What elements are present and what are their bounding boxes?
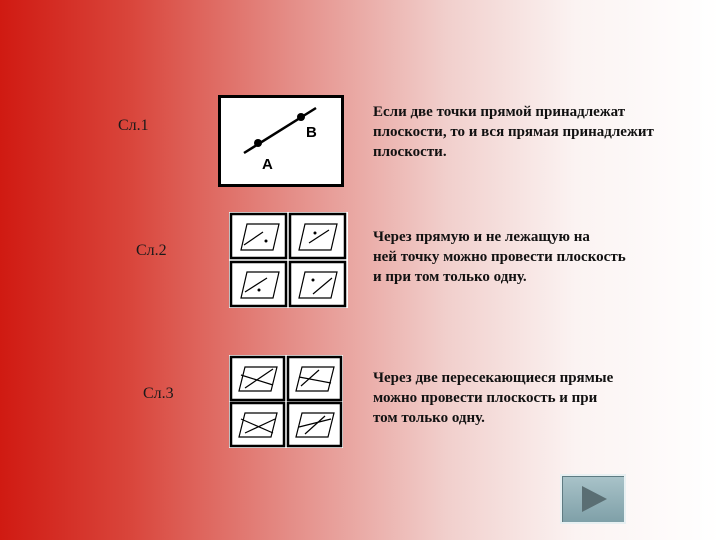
slide-label-1: Сл.1 — [118, 117, 149, 134]
point-a-label: A — [262, 156, 273, 173]
figure-line-through-points — [218, 95, 344, 192]
slide-label-3: Сл.3 — [143, 385, 174, 402]
axiom-text-1: Если две точки прямой принадлежат плоскости, то и вся прямая принадлежит плоскости. — [373, 104, 654, 160]
figure-line-and-point-grid — [229, 212, 348, 313]
point-b-label: B — [306, 124, 317, 141]
axiom-text-3: Через две пересекающиеся прямые можно провести плоскость и при том только одну. — [373, 370, 614, 426]
slide-label-2: Сл.2 — [136, 242, 167, 259]
next-slide-button[interactable] — [560, 474, 626, 524]
axiom-text-2: Через прямую и не лежащую на ней точку можно провести плоскость и при том только одну. — [373, 229, 626, 285]
play-triangle-icon — [582, 486, 607, 512]
figure-intersecting-lines-grid — [229, 355, 343, 453]
